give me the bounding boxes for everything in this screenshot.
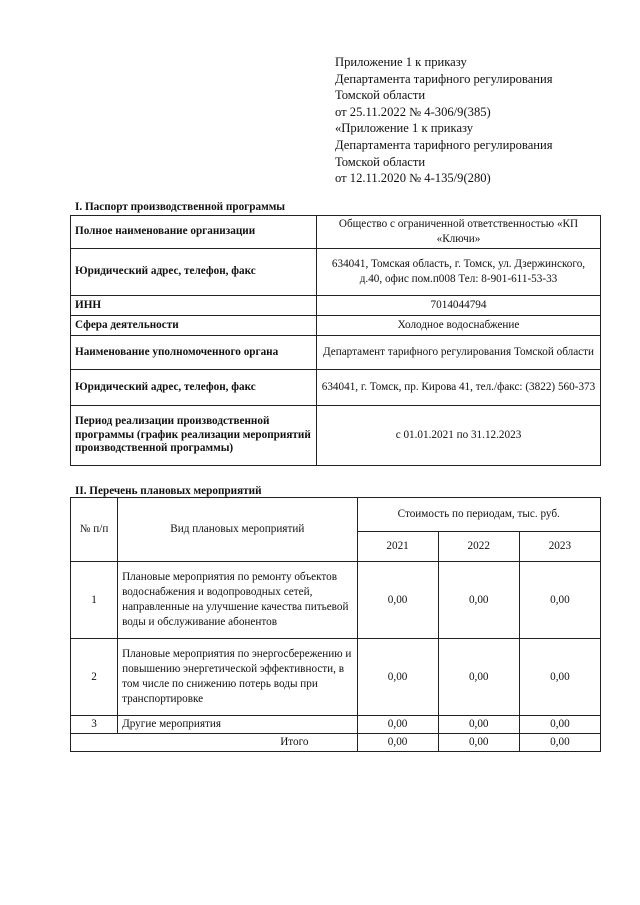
appendix-line: от 25.11.2022 № 4-306/9(385) <box>335 104 491 119</box>
passport-table <box>70 215 601 466</box>
table-row <box>71 370 601 406</box>
table-header-row <box>71 498 601 532</box>
row-value-2022: 0,00 <box>438 716 519 734</box>
row-label: Наименование уполномоченного органа <box>71 336 317 370</box>
appendix-line: от 12.11.2020 № 4-135/9(280) <box>335 171 491 186</box>
appendix-line: Приложение 1 к приказу <box>335 55 467 69</box>
section-title-passport: I. Паспорт производственной программы <box>75 201 286 213</box>
table-row <box>71 716 601 734</box>
table-row <box>71 562 601 639</box>
row-label: Юридический адрес, телефон, факс <box>71 370 317 406</box>
row-num: 1 <box>71 562 118 639</box>
total-label: Итого <box>71 734 358 752</box>
row-desc: Плановые мероприятия по ремонту объектов водоснабжения и водопроводных сетей, направленные на улучшение качества питьевой воды и обслуживание абонентов <box>118 562 357 639</box>
appendix-line: Томской области <box>335 154 426 169</box>
table-row <box>71 406 601 466</box>
header-year: 2022 <box>438 532 519 562</box>
row-value-2021: 0,00 <box>357 639 438 716</box>
total-row <box>71 734 601 752</box>
row-value-2022: 0,00 <box>438 562 519 639</box>
header-type: Вид плановых мероприятий <box>118 498 357 562</box>
appendix-header <box>335 54 625 187</box>
row-value: 634041, г. Томск, пр. Кирова 41, тел./факс: (3822) 560-373 <box>317 370 601 406</box>
row-value: Общество с ограниченной ответственностью «КП «Ключи» <box>317 216 601 249</box>
row-desc: Другие мероприятия <box>118 716 357 734</box>
row-label: Полное наименование организации <box>71 216 317 249</box>
section-title-activities: II. Перечень плановых мероприятий <box>75 485 262 497</box>
table-row <box>71 336 601 370</box>
appendix-line: «Приложение 1 к приказу <box>335 121 474 136</box>
row-value-2022: 0,00 <box>438 639 519 716</box>
row-desc: Плановые мероприятия по энергосбережению и повышению энергетической эффективности, в том числе по снижению потерь воды при транспортировке <box>118 639 357 716</box>
row-label: Период реализации производственной программы (график реализации мероприятий производственной программы) <box>71 406 317 466</box>
row-value-2023: 0,00 <box>519 716 600 734</box>
appendix-line: Томской области <box>335 88 426 103</box>
appendix-line: Департамента тарифного регулирования <box>335 71 553 86</box>
row-value-2021: 0,00 <box>357 562 438 639</box>
row-num: 2 <box>71 639 118 716</box>
row-value: Холодное водоснабжение <box>317 316 601 336</box>
table-row <box>71 249 601 296</box>
header-cost: Стоимость по периодам, тыс. руб. <box>357 498 600 532</box>
table-row <box>71 216 601 249</box>
row-value: с 01.01.2021 по 31.12.2023 <box>317 406 601 466</box>
appendix-line: Департамента тарифного регулирования <box>335 137 553 152</box>
row-value: 634041, Томская область, г. Томск, ул. Дзержинского, д.40, офис пом.п008 Тел: 8-901-611-53-33 <box>317 249 601 296</box>
row-value-2021: 0,00 <box>357 716 438 734</box>
header-num: № п/п <box>71 498 118 562</box>
table-row <box>71 316 601 336</box>
table-row <box>71 639 601 716</box>
row-value-2023: 0,00 <box>519 639 600 716</box>
row-label: ИНН <box>71 296 317 316</box>
row-num: 3 <box>71 716 118 734</box>
total-value-2021: 0,00 <box>357 734 438 752</box>
activities-table <box>70 497 601 752</box>
row-value: 7014044794 <box>317 296 601 316</box>
header-year: 2023 <box>519 532 600 562</box>
header-year: 2021 <box>357 532 438 562</box>
table-row <box>71 296 601 316</box>
total-value-2023: 0,00 <box>519 734 600 752</box>
row-label: Юридический адрес, телефон, факс <box>71 249 317 296</box>
row-value: Департамент тарифного регулирования Томской области <box>317 336 601 370</box>
row-label: Сфера деятельности <box>71 316 317 336</box>
row-value-2023: 0,00 <box>519 562 600 639</box>
total-value-2022: 0,00 <box>438 734 519 752</box>
